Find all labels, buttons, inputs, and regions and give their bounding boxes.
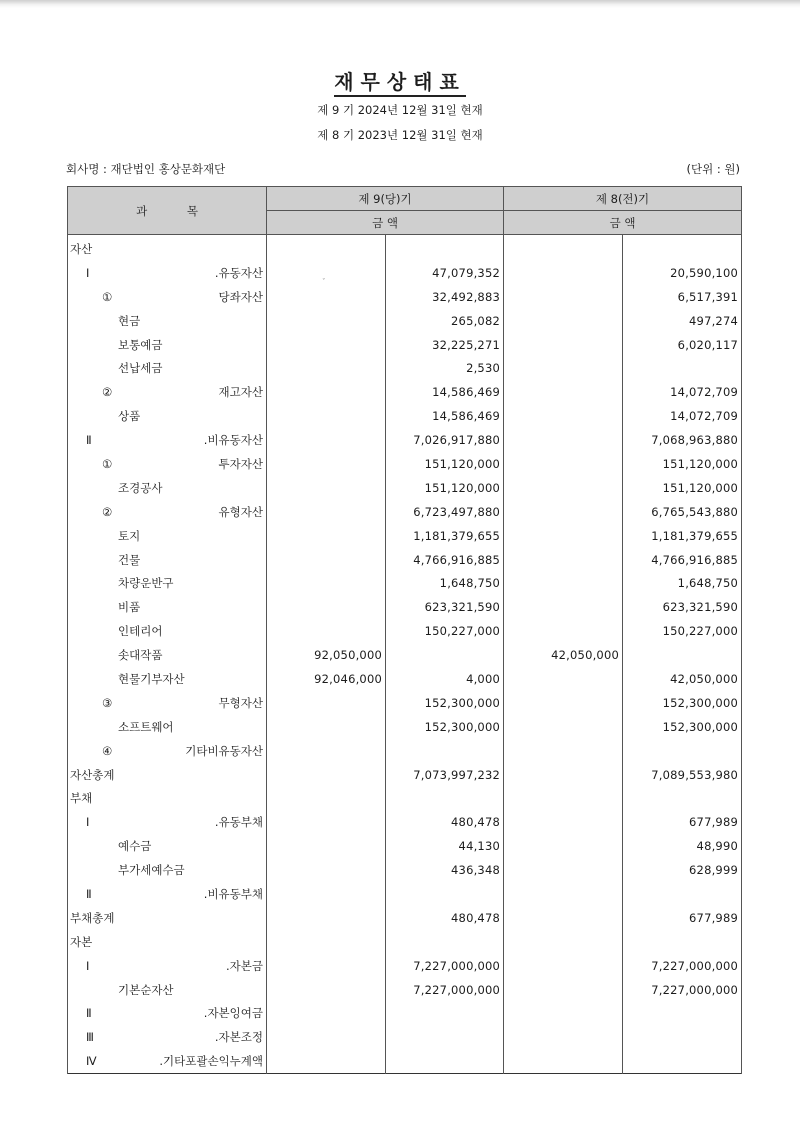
prior-amount: 628,999 bbox=[623, 858, 742, 882]
account-label: 조경공사 bbox=[68, 476, 267, 500]
prior-amount: 4,766,916,885 bbox=[623, 548, 742, 572]
account-label: 부가세예수금 bbox=[68, 858, 267, 882]
account-label: 자산 bbox=[68, 235, 267, 261]
account-label: Ⅱ.비유동자산 bbox=[68, 428, 267, 452]
prior-sub-amount bbox=[504, 978, 623, 1002]
prior-amount: 42,050,000 bbox=[623, 667, 742, 691]
prior-amount bbox=[623, 1049, 742, 1073]
current-sub-amount bbox=[267, 1049, 386, 1073]
prior-sub-amount bbox=[504, 380, 623, 404]
current-sub-amount bbox=[267, 858, 386, 882]
current-amount: 480,478 bbox=[386, 810, 504, 834]
current-sub-amount bbox=[267, 261, 386, 285]
prior-amount bbox=[623, 786, 742, 810]
current-sub-amount bbox=[267, 595, 386, 619]
prior-sub-amount bbox=[504, 571, 623, 595]
current-amount: 32,225,271 bbox=[386, 333, 504, 357]
prior-sub-amount bbox=[504, 333, 623, 357]
table-row bbox=[68, 1025, 742, 1049]
balance-sheet-table bbox=[67, 186, 742, 1074]
account-label: Ⅲ.자본조정 bbox=[68, 1025, 267, 1049]
account-label: 상품 bbox=[68, 404, 267, 428]
current-sub-amount bbox=[267, 834, 386, 858]
prior-sub-amount bbox=[504, 428, 623, 452]
account-label: Ⅱ.비유동부채 bbox=[68, 882, 267, 906]
current-sub-amount bbox=[267, 428, 386, 452]
prior-sub-amount bbox=[504, 763, 623, 787]
prior-amount: 497,274 bbox=[623, 309, 742, 333]
current-amount: 152,300,000 bbox=[386, 715, 504, 739]
prior-sub-amount bbox=[504, 810, 623, 834]
current-amount: 32,492,883 bbox=[386, 285, 504, 309]
prior-amount: 6,765,543,880 bbox=[623, 500, 742, 524]
current-sub-amount bbox=[267, 1025, 386, 1049]
scan-speck: ˇ bbox=[322, 278, 326, 286]
current-sub-amount bbox=[267, 691, 386, 715]
table-row bbox=[68, 548, 742, 572]
account-label: 기본순자산 bbox=[68, 978, 267, 1002]
current-sub-amount bbox=[267, 476, 386, 500]
prior-sub-amount bbox=[504, 261, 623, 285]
prior-amount bbox=[623, 235, 742, 261]
account-label: ①당좌자산 bbox=[68, 285, 267, 309]
table-row bbox=[68, 691, 742, 715]
table-row bbox=[68, 858, 742, 882]
current-amount: 152,300,000 bbox=[386, 691, 504, 715]
prior-sub-amount bbox=[504, 1049, 623, 1073]
current-amount: 4,000 bbox=[386, 667, 504, 691]
table-row bbox=[68, 285, 742, 309]
table-row bbox=[68, 906, 742, 930]
table-row bbox=[68, 954, 742, 978]
account-label: 보통예금 bbox=[68, 333, 267, 357]
table-row bbox=[68, 834, 742, 858]
account-label: 예수금 bbox=[68, 834, 267, 858]
table-row bbox=[68, 1002, 742, 1026]
table-row bbox=[68, 452, 742, 476]
current-amount bbox=[386, 786, 504, 810]
current-sub-amount bbox=[267, 763, 386, 787]
account-label: 비품 bbox=[68, 595, 267, 619]
account-label: Ⅰ.유동자산 bbox=[68, 261, 267, 285]
current-sub-amount bbox=[267, 906, 386, 930]
prior-sub-amount bbox=[504, 667, 623, 691]
table-row bbox=[68, 356, 742, 380]
table-row bbox=[68, 715, 742, 739]
current-amount: 1,181,379,655 bbox=[386, 524, 504, 548]
table-row bbox=[68, 763, 742, 787]
prior-amount bbox=[623, 882, 742, 906]
prior-amount: 14,072,709 bbox=[623, 380, 742, 404]
account-label: 인테리어 bbox=[68, 619, 267, 643]
prior-amount: 151,120,000 bbox=[623, 452, 742, 476]
table-row bbox=[68, 333, 742, 357]
account-label: 부채 bbox=[68, 786, 267, 810]
current-amount: 6,723,497,880 bbox=[386, 500, 504, 524]
prior-sub-amount bbox=[504, 285, 623, 309]
prior-amount bbox=[623, 739, 742, 763]
table-body bbox=[68, 235, 742, 1074]
current-amount bbox=[386, 235, 504, 261]
account-label: 솟대작품 bbox=[68, 643, 267, 667]
prior-amount: 6,020,117 bbox=[623, 333, 742, 357]
prior-amount bbox=[623, 643, 742, 667]
table-row bbox=[68, 643, 742, 667]
table-row bbox=[68, 619, 742, 643]
account-label: 자산총계 bbox=[68, 763, 267, 787]
prior-amount bbox=[623, 1025, 742, 1049]
account-label: ②유형자산 bbox=[68, 500, 267, 524]
current-sub-amount: 92,046,000 bbox=[267, 667, 386, 691]
prior-amount: 677,989 bbox=[623, 810, 742, 834]
current-sub-amount bbox=[267, 404, 386, 428]
table-row bbox=[68, 309, 742, 333]
prior-amount: 1,181,379,655 bbox=[623, 524, 742, 548]
current-sub-amount bbox=[267, 571, 386, 595]
prior-sub-amount bbox=[504, 1002, 623, 1026]
prior-amount bbox=[623, 356, 742, 380]
current-sub-amount bbox=[267, 356, 386, 380]
current-amount: 7,073,997,232 bbox=[386, 763, 504, 787]
prior-amount bbox=[623, 1002, 742, 1026]
account-label: ④기타비유동자산 bbox=[68, 739, 267, 763]
current-sub-amount bbox=[267, 452, 386, 476]
prior-amount: 7,227,000,000 bbox=[623, 978, 742, 1002]
table-row bbox=[68, 882, 742, 906]
table-row bbox=[68, 261, 742, 285]
current-amount bbox=[386, 1049, 504, 1073]
prior-sub-amount bbox=[504, 954, 623, 978]
table-row bbox=[68, 667, 742, 691]
prior-amount: 14,072,709 bbox=[623, 404, 742, 428]
prior-amount: 1,648,750 bbox=[623, 571, 742, 595]
header-prior-amount: 금 액 bbox=[504, 211, 742, 235]
table-row bbox=[68, 930, 742, 954]
prior-sub-amount bbox=[504, 739, 623, 763]
account-label: 건물 bbox=[68, 548, 267, 572]
current-sub-amount bbox=[267, 715, 386, 739]
prior-sub-amount bbox=[504, 619, 623, 643]
table-row bbox=[68, 1049, 742, 1073]
account-label: Ⅰ.자본금 bbox=[68, 954, 267, 978]
table-row bbox=[68, 978, 742, 1002]
prior-amount: 48,990 bbox=[623, 834, 742, 858]
current-amount bbox=[386, 1002, 504, 1026]
current-amount: 151,120,000 bbox=[386, 476, 504, 500]
current-sub-amount bbox=[267, 500, 386, 524]
account-label: 현금 bbox=[68, 309, 267, 333]
prior-amount bbox=[623, 930, 742, 954]
prior-amount: 150,227,000 bbox=[623, 619, 742, 643]
table-row bbox=[68, 500, 742, 524]
prior-amount: 6,517,391 bbox=[623, 285, 742, 309]
current-amount: 47,079,352 bbox=[386, 261, 504, 285]
table-row bbox=[68, 235, 742, 261]
prior-sub-amount bbox=[504, 476, 623, 500]
current-sub-amount: 92,050,000 bbox=[267, 643, 386, 667]
table-row bbox=[68, 428, 742, 452]
current-sub-amount bbox=[267, 285, 386, 309]
current-amount: 4,766,916,885 bbox=[386, 548, 504, 572]
scan-edge bbox=[0, 0, 800, 8]
current-amount: 7,227,000,000 bbox=[386, 978, 504, 1002]
header-current-period: 제 9(당)기 bbox=[267, 187, 504, 211]
prior-sub-amount bbox=[504, 595, 623, 619]
current-amount: 150,227,000 bbox=[386, 619, 504, 643]
table-row bbox=[68, 571, 742, 595]
account-label: Ⅱ.자본잉여금 bbox=[68, 1002, 267, 1026]
prior-sub-amount bbox=[504, 235, 623, 261]
prior-sub-amount: 42,050,000 bbox=[504, 643, 623, 667]
prior-sub-amount bbox=[504, 452, 623, 476]
header-current-amount: 금 액 bbox=[267, 211, 504, 235]
current-sub-amount bbox=[267, 930, 386, 954]
account-label: 선납세금 bbox=[68, 356, 267, 380]
current-sub-amount bbox=[267, 786, 386, 810]
prior-sub-amount bbox=[504, 930, 623, 954]
prior-sub-amount bbox=[504, 548, 623, 572]
current-amount: 265,082 bbox=[386, 309, 504, 333]
current-sub-amount bbox=[267, 309, 386, 333]
table-row bbox=[68, 810, 742, 834]
prior-sub-amount bbox=[504, 786, 623, 810]
account-label: Ⅳ.기타포괄손익누계액 bbox=[68, 1049, 267, 1073]
prior-sub-amount bbox=[504, 356, 623, 380]
header-account: 과 목 bbox=[68, 187, 267, 235]
current-amount: 480,478 bbox=[386, 906, 504, 930]
prior-amount: 623,321,590 bbox=[623, 595, 742, 619]
current-sub-amount bbox=[267, 739, 386, 763]
current-amount bbox=[386, 882, 504, 906]
prior-amount: 7,227,000,000 bbox=[623, 954, 742, 978]
account-label: 차량운반구 bbox=[68, 571, 267, 595]
current-sub-amount bbox=[267, 810, 386, 834]
current-sub-amount bbox=[267, 524, 386, 548]
account-label: ②재고자산 bbox=[68, 380, 267, 404]
prior-sub-amount bbox=[504, 404, 623, 428]
current-sub-amount bbox=[267, 882, 386, 906]
prior-sub-amount bbox=[504, 500, 623, 524]
table-row bbox=[68, 786, 742, 810]
current-amount: 14,586,469 bbox=[386, 380, 504, 404]
table-row bbox=[68, 524, 742, 548]
account-label: 자본 bbox=[68, 930, 267, 954]
current-sub-amount bbox=[267, 380, 386, 404]
unit-label: (단위 : 원) bbox=[686, 162, 740, 176]
current-sub-amount bbox=[267, 235, 386, 261]
current-sub-amount bbox=[267, 333, 386, 357]
table-row bbox=[68, 476, 742, 500]
current-amount: 151,120,000 bbox=[386, 452, 504, 476]
prior-amount: 152,300,000 bbox=[623, 691, 742, 715]
current-amount: 14,586,469 bbox=[386, 404, 504, 428]
current-amount: 7,227,000,000 bbox=[386, 954, 504, 978]
prior-sub-amount bbox=[504, 1025, 623, 1049]
current-amount: 7,026,917,880 bbox=[386, 428, 504, 452]
account-label: 부채총계 bbox=[68, 906, 267, 930]
prior-sub-amount bbox=[504, 691, 623, 715]
current-amount: 623,321,590 bbox=[386, 595, 504, 619]
account-label: 소프트웨어 bbox=[68, 715, 267, 739]
table-row bbox=[68, 404, 742, 428]
account-label: 토지 bbox=[68, 524, 267, 548]
current-sub-amount bbox=[267, 1002, 386, 1026]
account-label: Ⅰ.유동부채 bbox=[68, 810, 267, 834]
period-prior: 제 8 기 2023년 12월 31일 현재 bbox=[317, 128, 483, 142]
current-sub-amount bbox=[267, 548, 386, 572]
current-amount: 436,348 bbox=[386, 858, 504, 882]
current-amount bbox=[386, 1025, 504, 1049]
prior-amount: 151,120,000 bbox=[623, 476, 742, 500]
prior-amount: 152,300,000 bbox=[623, 715, 742, 739]
current-sub-amount bbox=[267, 954, 386, 978]
current-sub-amount bbox=[267, 619, 386, 643]
prior-amount: 20,590,100 bbox=[623, 261, 742, 285]
table-row bbox=[68, 380, 742, 404]
prior-sub-amount bbox=[504, 309, 623, 333]
prior-sub-amount bbox=[504, 715, 623, 739]
prior-amount: 7,089,553,980 bbox=[623, 763, 742, 787]
current-amount bbox=[386, 739, 504, 763]
current-amount bbox=[386, 643, 504, 667]
prior-amount: 7,068,963,880 bbox=[623, 428, 742, 452]
current-sub-amount bbox=[267, 978, 386, 1002]
prior-sub-amount bbox=[504, 524, 623, 548]
current-amount: 1,648,750 bbox=[386, 571, 504, 595]
prior-sub-amount bbox=[504, 906, 623, 930]
account-label: 현물기부자산 bbox=[68, 667, 267, 691]
current-amount: 44,130 bbox=[386, 834, 504, 858]
prior-sub-amount bbox=[504, 858, 623, 882]
document-title: 재무상태표 bbox=[0, 66, 800, 95]
current-amount bbox=[386, 930, 504, 954]
current-amount: 2,530 bbox=[386, 356, 504, 380]
account-label: ①투자자산 bbox=[68, 452, 267, 476]
period-current: 제 9 기 2024년 12월 31일 현재 bbox=[317, 103, 483, 117]
table-row bbox=[68, 595, 742, 619]
account-label: ③무형자산 bbox=[68, 691, 267, 715]
prior-amount: 677,989 bbox=[623, 906, 742, 930]
prior-sub-amount bbox=[504, 834, 623, 858]
company-name: 회사명 : 재단법인 홍상문화재단 bbox=[66, 162, 226, 176]
header-prior-period: 제 8(전)기 bbox=[504, 187, 742, 211]
table-row bbox=[68, 739, 742, 763]
prior-sub-amount bbox=[504, 882, 623, 906]
